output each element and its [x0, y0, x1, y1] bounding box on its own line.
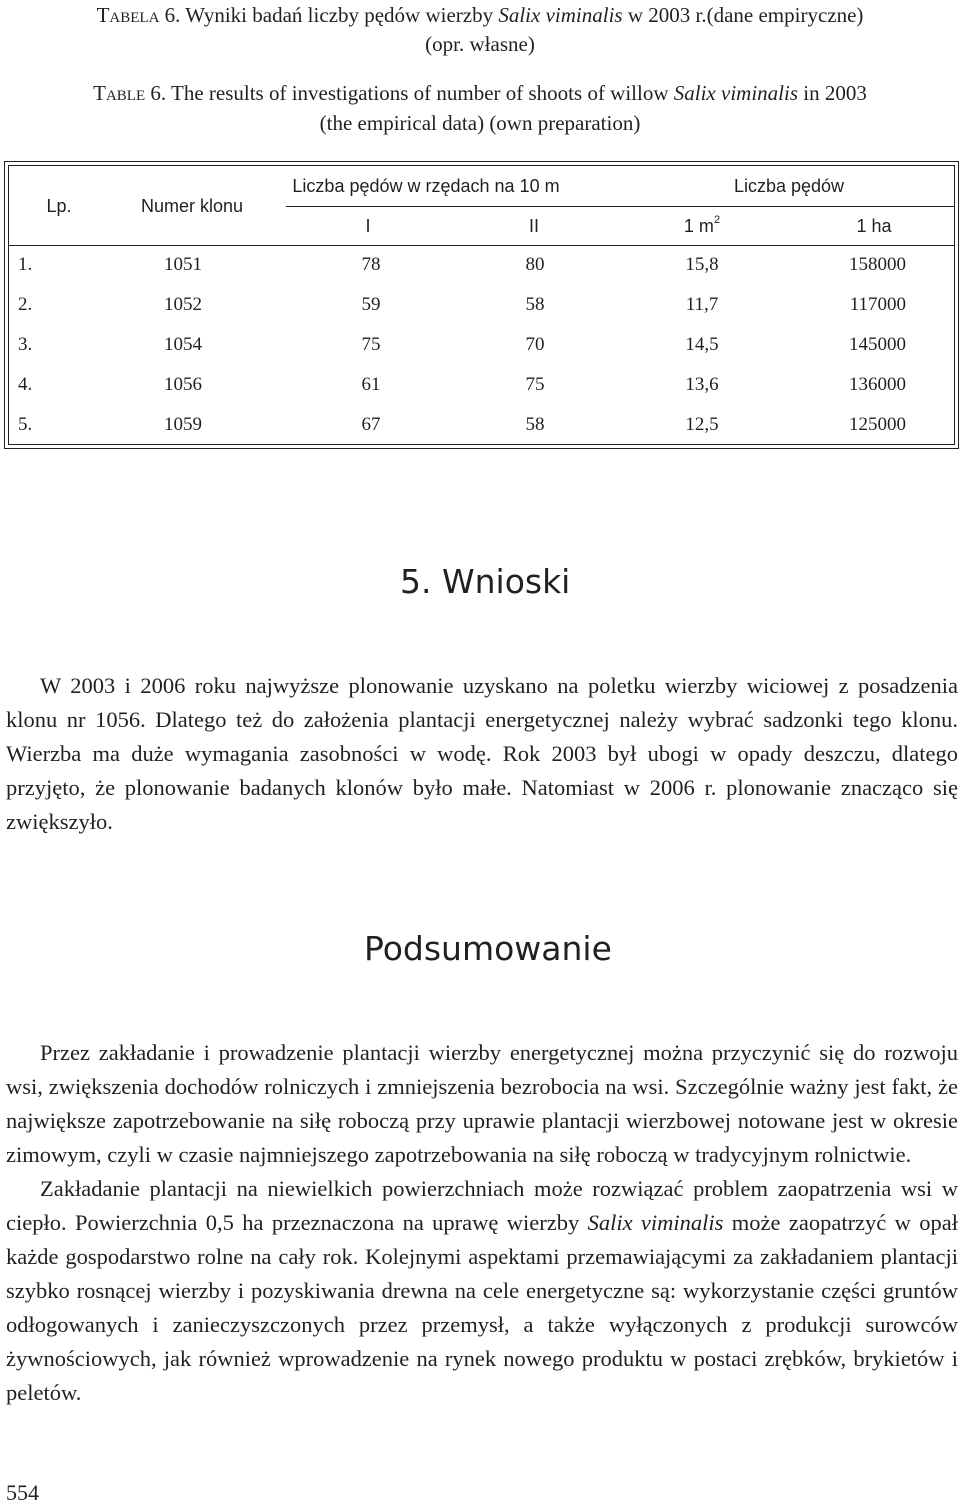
cell-lp: 4. [18, 374, 33, 395]
cell-ii: 75 [525, 374, 545, 395]
caption-en-prefix: T [93, 81, 106, 105]
caption-pl-text: 6. Wyniki badań liczby pędów wierzby [159, 3, 499, 27]
summary-para-2-b: może zaopatrzyć w opał każde gospodarstwo rolne na cały rok. Kolejnymi aspektami przemawiającymi za zakładaniem plantacji szybko rosnącej wierzby i pozyskiwania drewna na cele energetyczne są: wykorzystanie części gruntów odłogowanych i zanieczyszczonych przez przemysł, a także wyłączonych z produkcji surowców żywnościowych, jak również wprowadzenie na rynek nowego produktu w postaci zrębków, brykietów i peletów. [6, 1210, 958, 1405]
cell-i: 59 [361, 294, 381, 315]
conclusions-paragraph [6, 669, 958, 839]
cell-ha: 117000 [849, 294, 906, 315]
header-rows-group: Liczba pędów w rzędach na 10 m [292, 176, 560, 196]
summary-heading: Podsumowanie [364, 929, 612, 968]
caption-pl-text2: w 2003 r.(dane empiryczne) [622, 3, 864, 27]
table-caption-en-line2: (the empirical data) (own preparation) [319, 111, 641, 135]
page-number: 554 [6, 1480, 39, 1505]
header-lp: Lp. [46, 196, 72, 216]
cell-m2: 12,5 [685, 414, 719, 435]
summary-para-2-a: Zakładanie plantacji na niewielkich powierzchniach może rozwiązać problem zaopatrzenia wsi w ciepło. Powierzchnia 0,5 ha przeznaczona na uprawę wierzby [6, 1176, 958, 1235]
data-table [8, 165, 955, 445]
caption-en-prefix-small: ABLE [105, 88, 146, 104]
cell-lp: 2. [18, 294, 33, 315]
cell-m2: 14,5 [685, 334, 719, 355]
header-col-i: I [365, 216, 371, 236]
summary-para-2 [6, 1172, 958, 1410]
conclusions-text: W 2003 i 2006 roku najwyższe plonowanie uzyskano na poletku wierzby wiciowej z posadzenia klonu nr 1056. Dlatego też do założenia plantacji energetycznej należy wybrać sadzonki tego klonu. Wierzba ma duże wymagania zasobności w wodę. Rok 2003 był ubogi w opady deszczu, dlatego przyjęto, że plonowanie badanych klonów było małe. Natomiast w 2006 r. plonowanie znacząco się zwiększyło. [6, 673, 958, 834]
cell-ha: 125000 [849, 414, 906, 435]
header-group-rule [286, 206, 954, 207]
header-col-m2 [672, 216, 732, 237]
header-col-m2-sup: 2 [713, 214, 721, 226]
table-caption-pl-line2: (opr. własne) [425, 32, 535, 56]
summary-paragraphs [6, 1036, 958, 1410]
cell-i: 67 [361, 414, 381, 435]
cell-clone: 1056 [164, 374, 202, 395]
cell-lp: 3. [18, 334, 33, 355]
caption-en-text: 6. The results of investigations of number of shoots of willow [145, 81, 674, 105]
header-bottom-rule [9, 245, 954, 246]
caption-en-text2: in 2003 [798, 81, 867, 105]
cell-clone: 1052 [164, 294, 202, 315]
caption-pl-prefix: T [96, 3, 110, 27]
cell-ha: 136000 [849, 374, 906, 395]
cell-m2: 13,6 [685, 374, 719, 395]
cell-ii: 58 [525, 414, 545, 435]
caption-pl-species: Salix viminalis [498, 3, 623, 27]
header-count-group: Liczba pędów [733, 176, 845, 196]
cell-clone: 1051 [164, 254, 202, 275]
cell-ii: 80 [525, 254, 545, 275]
table-caption-en [0, 78, 960, 111]
cell-i: 78 [361, 254, 381, 275]
header-col-ii: II [528, 216, 539, 236]
summary-para-1: Przez zakładanie i prowadzenie plantacji wierzby energetycznej można przyczynić się do rozwoju wsi, zwiększenia dochodów rolniczych i zmniejszenia bezrobocia na wsi. Szczególnie ważny jest fakt, że największe zapotrzebowanie na siłę roboczą przy uprawie plantacji wierzbowej notowane jest w okresie zimowym, czyli w czasie najmniejszego zapotrzebowania na siłę roboczą w tradycyjnym rolnictwie. [6, 1040, 958, 1167]
cell-m2: 15,8 [685, 254, 719, 275]
cell-ha: 145000 [849, 334, 906, 355]
cell-m2: 11,7 [685, 294, 719, 315]
cell-lp: 5. [18, 414, 33, 435]
cell-ii: 58 [525, 294, 545, 315]
cell-ha: 158000 [849, 254, 906, 275]
header-col-ha: 1 ha [856, 216, 892, 236]
cell-ii: 70 [525, 334, 545, 355]
header-clone: Numer klonu [140, 196, 244, 216]
header-col-m2-base: 1 m [683, 216, 714, 236]
caption-pl-prefix-small: ABELA [109, 10, 160, 26]
caption-en-species: Salix viminalis [673, 81, 799, 105]
cell-clone: 1059 [164, 414, 202, 435]
cell-clone: 1054 [164, 334, 202, 355]
cell-i: 75 [361, 334, 381, 355]
conclusions-heading: 5. Wnioski [400, 562, 571, 601]
cell-i: 61 [361, 374, 381, 395]
cell-lp: 1. [18, 254, 33, 275]
summary-para-2-species: Salix viminalis [587, 1210, 724, 1235]
